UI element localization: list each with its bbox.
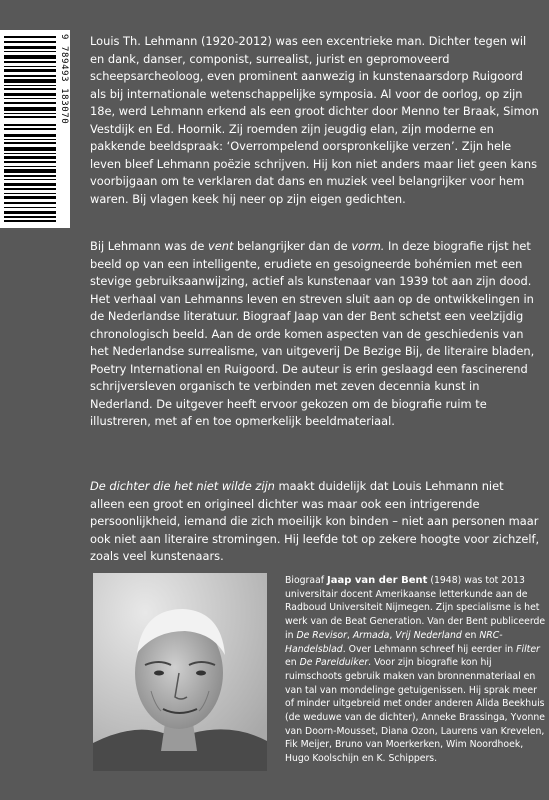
text-span: en bbox=[285, 657, 300, 669]
text-span: (1948) was tot 2013 universitair docent Amerikaanse letterkunde aan de Radboud Universiteit Nijmegen. Zijn specialisme is het werk van de Beat Generation. Van der Bent publiceerde in bbox=[285, 575, 546, 641]
text-span: Bij Lehmann was de bbox=[90, 239, 208, 253]
publication-title: Vrij Nederland bbox=[395, 629, 462, 641]
isbn-digits: 9 789493 183070 bbox=[59, 34, 69, 125]
publication-title: NRC-Handelsblad bbox=[285, 629, 503, 655]
publication-title: Filter bbox=[516, 643, 540, 655]
text-span: . Over Lehmann schreef hij eerder in bbox=[342, 643, 517, 655]
emphasis-vent: vent bbox=[207, 239, 234, 253]
text-span: In deze biografie rijst het beeld op van een intelligente, erudiete en gesoigneerde bohémien met een stevige gebruiksaanwijzing, actief als kunstenaar van 1939 tot aan zijn dood. Het verhaal van Lehmanns leven en streven sluit aan op de ontwikkelingen in de Nederlandse literatuur. Biograaf Jaap van der Bent schetst een veelzijdig chronologisch beeld. Aan de orde komen aspecten van de geschiedenis van het Nederlandse surrealisme, van uitgeverij De Bezige Bij, de literaire bladen, Poetry International en Ruigoord. De auteur is erin geslaagd een fascinerend schrijversleven organisch te verbinden met zeven decennia kunst in Nederland. De uitgever heeft ervoor gekozen om de biografie ruim te illustreren, met af en toe opmerkelijk beeldmateriaal. bbox=[90, 239, 535, 428]
publication-title: De Revisor bbox=[296, 629, 347, 641]
text-span: , bbox=[389, 629, 396, 641]
author-portrait-illustration bbox=[93, 573, 267, 771]
text-span: belangrijker dan de bbox=[233, 239, 352, 253]
intro-paragraph: Louis Th. Lehmann (1920-2012) was een excentrieke man. Dichter tegen wil en dank, danser, componist, surrealist, jurist en gepromoveerd scheepsarcheoloog, even prominent aanwezig in kunstenaarsdorp Ruigoord als bij internationale wetenschappelijke symposia. Al voor de oorlog, op zijn 18e, werd Lehmann erkend als een groot dichter door Menno ter Braak, Simon Vestdijk en Ed. Hoornik. Zij roemden zijn jeugdig elan, zijn moderne en pakkende beeldspraak: ‘Overrompelend oorspronkelijke verzen’. Zijn hele leven bleef Lehmann poëzie schrijven. Hij kon niet anders maar liet geen kans voorbijgaan om te verklaren dat dans en muziek veel belangrijker voor hem waren. Bij vlagen keek hij neer op zijn eigen gedichten. bbox=[90, 34, 539, 206]
text-span: maakt duidelijk dat Louis Lehmann niet alleen een groot en origineel dichter was maar ook een intrigerende persoonlijkheid, iemand die zich moeilijk kon binden – niet aan personen maar ook niet aan literaire stromingen. Hij leefde tot op zekere hoogte voor zichzelf, zoals veel kunstenaars. bbox=[90, 479, 540, 563]
author-bio bbox=[285, 574, 547, 766]
closing-paragraph bbox=[90, 478, 540, 566]
text-span: en bbox=[461, 629, 480, 641]
text-span: Biograaf bbox=[285, 575, 327, 586]
biography-paragraph bbox=[90, 238, 540, 431]
text-span: . Voor zijn biografie kon hij ruimschoots gebruik maken van bronnenmateriaal en van tal van mondelinge getuigenissen. Hij sprak meer of minder uitgebreid met onder anderen Alida Beekhuis (de weduwe van de dichter), Anneke Brassinga, Yvonne van Doorn-Mousset, Diana Ozon, Laurens van Krevelen, Fik Meijer, Bruno van Moerkerken, Wim Noordhoek, Hugo Koolschijn en K. Schippers. bbox=[285, 657, 545, 765]
author-name: Jaap van der Bent bbox=[327, 575, 428, 586]
publication-title: Armada bbox=[352, 629, 390, 641]
barcode-bars bbox=[4, 36, 56, 222]
emphasis-vorm: vorm. bbox=[351, 239, 385, 253]
author-photo bbox=[93, 573, 267, 771]
isbn-barcode bbox=[0, 30, 70, 228]
publication-title: De Parelduiker bbox=[299, 657, 369, 669]
book-title: De dichter die het niet wilde zijn bbox=[90, 479, 275, 493]
text-span: , bbox=[346, 629, 353, 641]
